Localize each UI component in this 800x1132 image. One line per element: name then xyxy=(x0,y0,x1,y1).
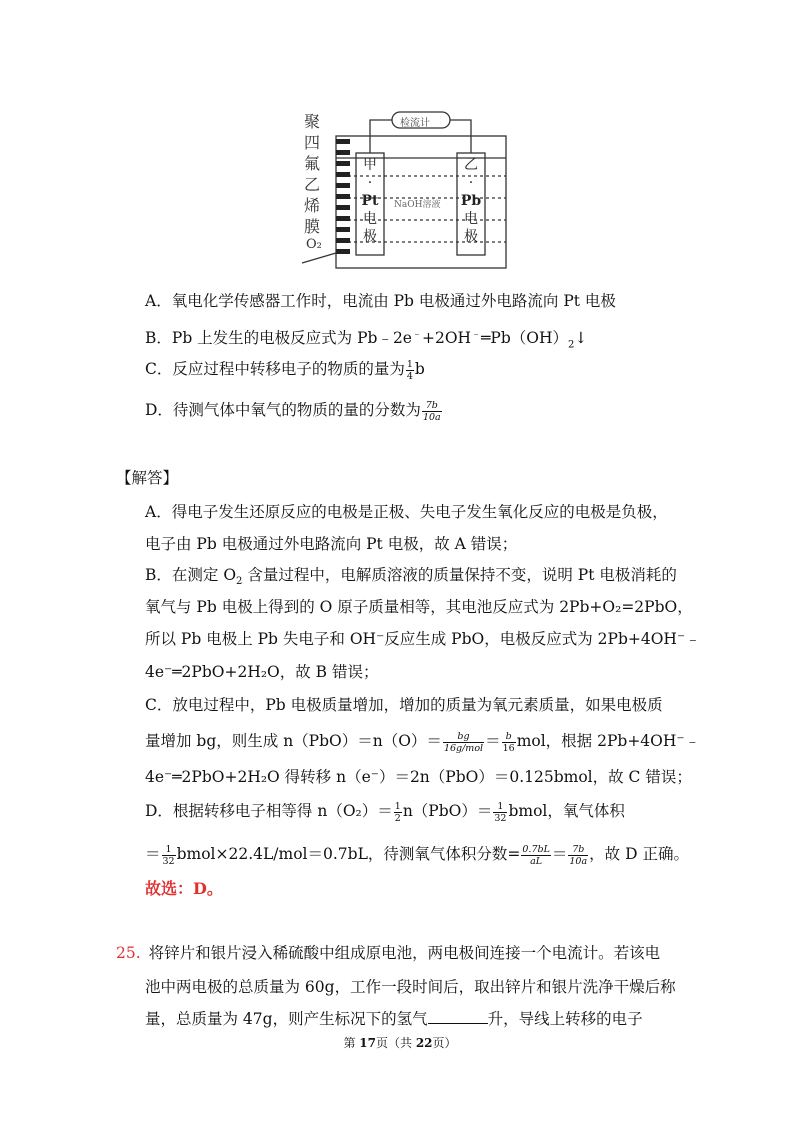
pt-electrode-line-2: · xyxy=(367,175,373,191)
footer-mid: 页（共 xyxy=(375,1036,416,1050)
option-a: A．氧电化学传感器工作时，电流由 Pb 电极通过外电路流向 Pt 电极 xyxy=(145,292,616,310)
frac-num: b xyxy=(502,731,516,743)
frac-den: 16g/mol xyxy=(443,742,484,754)
option-b-suffix: ═Pb（OH） xyxy=(481,329,568,348)
pt-electrode-line-5: 极 xyxy=(363,229,377,245)
solution-b-line-4: 4e⁻═2PbO+2H₂O，故 B 错误； xyxy=(145,663,379,681)
solution-d2-fraction-3 xyxy=(568,844,588,867)
frac-num: 0.7bL xyxy=(522,843,550,855)
pb-electrode-line-5: 极 xyxy=(464,229,478,245)
pb-electrode-line-3: Pb xyxy=(460,193,482,209)
frac-den: 10a xyxy=(569,855,588,867)
frac-den: 32 xyxy=(494,812,507,824)
solution-b-line-2: 氧气与 Pb 电极上得到的 O 原子质量相等，其电池反应式为 2Pb+O₂=2PbO， xyxy=(145,598,693,616)
footer-page-number: 17 xyxy=(359,1036,376,1050)
solution-b1-prefix: B．在测定 O xyxy=(145,566,237,584)
frac-num: 7b xyxy=(422,400,442,412)
solution-d2-suffix: ，故 D 正确。 xyxy=(589,845,689,863)
question-25-text-1: 将锌片和银片浸入稀硫酸中组成原电池，两电极间连接一个电流计。若该电 xyxy=(148,944,661,962)
o2-label: O₂ xyxy=(306,237,322,252)
option-d-prefix: D．待测气体中氧气的物质的量的分数为 xyxy=(145,401,421,419)
superscript-minus: ﹣ xyxy=(411,329,422,340)
question-25-text-3-suffix: 升，导线上转移的电子 xyxy=(487,1010,643,1028)
footer-prefix: 第 xyxy=(343,1036,360,1050)
question-25-line-3 xyxy=(145,1008,643,1030)
frac-den: aL xyxy=(530,855,543,867)
solution-c2-fraction-2 xyxy=(502,731,516,754)
solution-a-line-1: A．得电子发生还原反应的电极是正极、失电子发生氧化反应的电极是负极， xyxy=(145,503,668,521)
solution-d2-eq: ＝ xyxy=(551,845,568,863)
pt-electrode-label xyxy=(356,156,384,246)
solution-d2-fraction-1 xyxy=(162,844,176,867)
membrane-label: 聚四氟乙烯膜 xyxy=(303,112,320,236)
meter-label: 检流计 xyxy=(400,118,430,129)
question-25-text-3-prefix: 量，总质量为 47g，则产生标况下的氢气 xyxy=(145,1010,428,1028)
option-c-fraction xyxy=(406,359,414,382)
frac-num: 7b xyxy=(568,844,588,856)
solution-d1-suffix: bmol，氧气体积 xyxy=(508,802,625,820)
frac-num: bg xyxy=(443,731,484,743)
solution-c-line-1: C．放电过程中，Pb 电极质量增加，增加的质量为氧元素质量，如果电极质 xyxy=(145,696,663,714)
option-b-mid: +2OH xyxy=(421,329,472,348)
solution-c-line-3: 4e⁻═2PbO+2H₂O 得转移 n（e⁻）＝2n（PbO）＝0.125bmol，故 C 错误； xyxy=(145,768,692,786)
solution-d-line-2 xyxy=(145,843,689,867)
solution-d-line-1 xyxy=(145,800,625,824)
solution-a-line-2: 电子由 Pb 电极通过外电路流向 Pt 电极，故 A 错误； xyxy=(145,535,518,553)
question-25-line-2: 池中两电极的总质量为 60g，工作一段时间后，取出锌片和银片洗净干燥后称 xyxy=(145,978,676,996)
frac-den: 2 xyxy=(394,812,401,824)
question-number: 25. xyxy=(116,944,141,962)
option-c xyxy=(145,358,425,382)
solution-c2-suffix: mol，根据 2Pb+4OH⁻﹣ xyxy=(516,732,701,750)
naoh-solution-label: NaOH溶液 xyxy=(394,200,441,210)
superscript-minus: ﹣ xyxy=(471,329,482,340)
answer-blank[interactable] xyxy=(428,1009,488,1024)
solution-b-line-3: 所以 Pb 电极上 Pb 失电子和 OH⁻反应生成 PbO，电极反应式为 2Pb+4OH⁻﹣ xyxy=(145,630,701,648)
frac-num: 1 xyxy=(394,800,401,812)
question-25-line-1 xyxy=(116,942,660,964)
frac-num: 1 xyxy=(493,801,507,813)
solution-c2-eq: ＝ xyxy=(485,732,501,750)
pt-electrode-line-3: Pt xyxy=(361,193,379,209)
final-answer: 故选：D。 xyxy=(145,879,223,898)
page-footer xyxy=(0,1034,800,1051)
pb-electrode-line-1: 乙 xyxy=(464,157,478,173)
solution-d1-mid: n（PbO）＝ xyxy=(402,802,493,820)
pb-electrode-line-2: · xyxy=(468,175,474,191)
solution-d2-prefix: ＝ xyxy=(145,845,161,863)
solution-header: 【解答】 xyxy=(116,469,179,487)
footer-total-pages: 22 xyxy=(415,1036,433,1050)
frac-num: 1 xyxy=(406,358,413,370)
frac-den: 10a xyxy=(422,411,441,423)
pt-electrode-line-1: 甲 xyxy=(363,157,377,173)
frac-den: 4 xyxy=(406,370,413,382)
solution-b1-sub: 2 xyxy=(236,576,243,588)
frac-den: 16 xyxy=(502,742,515,754)
solution-d1-prefix: D．根据转移电子相等得 n（O₂）＝ xyxy=(145,802,393,820)
option-c-suffix: b xyxy=(414,360,425,378)
option-d xyxy=(145,399,443,423)
pb-electrode-line-4: 电 xyxy=(464,211,478,227)
solution-d1-fraction-2 xyxy=(493,801,507,824)
electrochemical-sensor-diagram xyxy=(300,103,522,273)
option-b-prefix: B．Pb 上发生的电极反应式为 Pb﹣2e xyxy=(145,329,412,348)
solution-c2-fraction-1 xyxy=(443,731,484,754)
solution-c2-prefix: 量增加 bg，则生成 n（PbO）＝n（O）＝ xyxy=(145,732,442,750)
solution-b1-suffix: 含量过程中，电解质溶液的质量保持不变，说明 Pt 电极消耗的 xyxy=(242,566,677,584)
solution-b-line-1 xyxy=(145,564,677,593)
frac-den: 32 xyxy=(162,855,175,867)
pt-electrode-line-4: 电 xyxy=(363,211,377,227)
solution-d1-fraction-1 xyxy=(394,801,402,824)
option-d-fraction xyxy=(422,400,442,423)
option-b xyxy=(145,324,587,356)
solution-d2-mid: bmol×22.4L/mol＝0.7bL，待测氧气体积分数= xyxy=(176,845,521,863)
footer-suffix: 页） xyxy=(432,1036,457,1050)
solution-c-line-2 xyxy=(145,730,700,754)
pb-electrode-label xyxy=(457,156,485,246)
option-b-sub: 2 xyxy=(567,339,575,351)
option-c-prefix: C．反应过程中转移电子的物质的量为 xyxy=(145,360,405,378)
option-b-arrow: ↓ xyxy=(574,329,588,348)
frac-num: 1 xyxy=(162,844,176,856)
solution-d2-fraction-2 xyxy=(521,844,551,867)
